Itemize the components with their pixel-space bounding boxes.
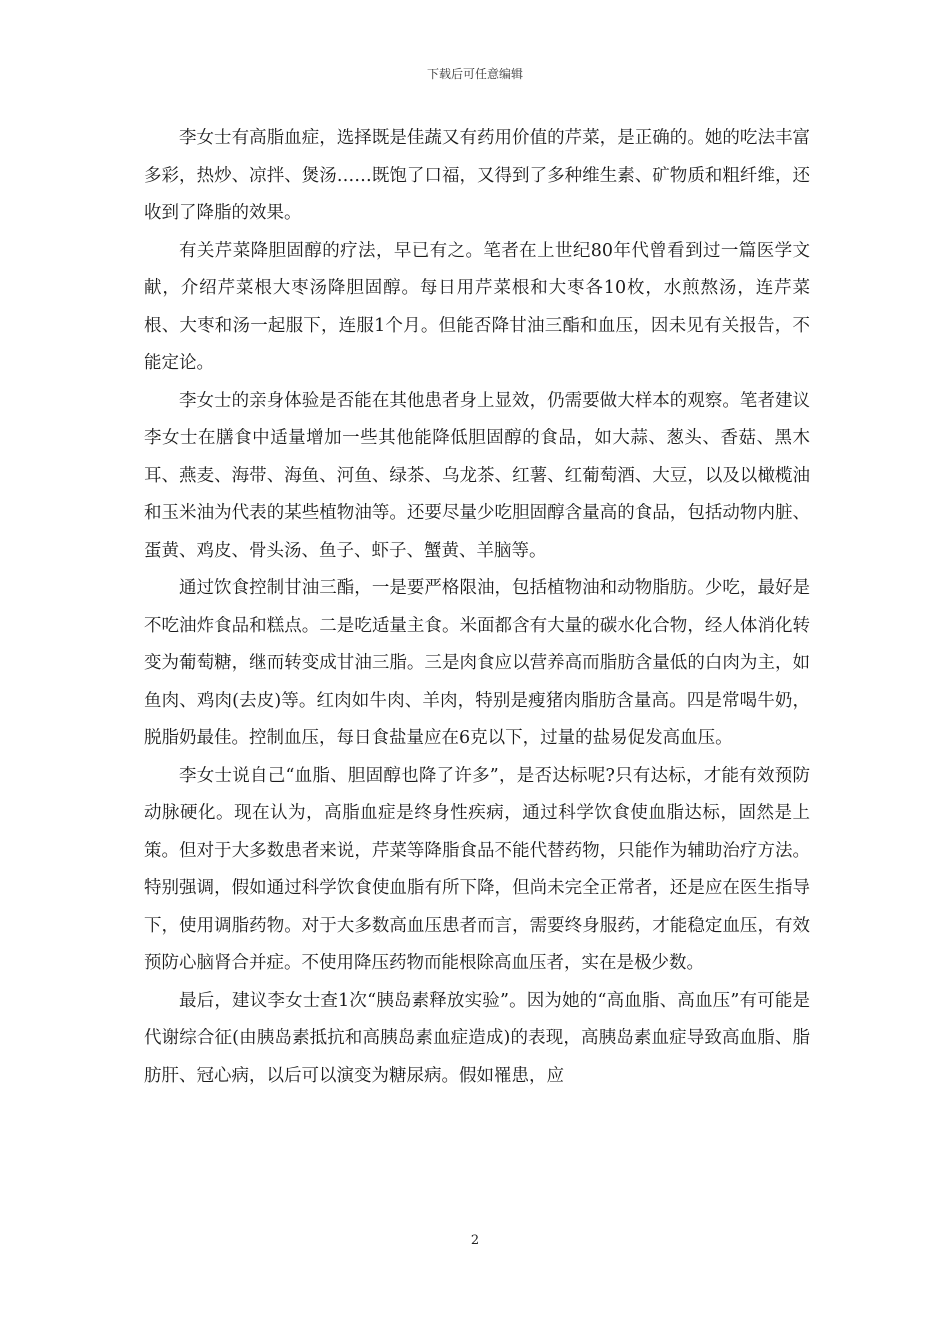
header-note: 下载后可任意编辑: [426, 67, 523, 81]
page-number: 2: [470, 1233, 480, 1248]
paragraph-2: 有关芹菜降胆固醇的疗法，早已有之。笔者在上世纪80年代曾看到过一篇医学文献，介绍芹菜根大枣汤降胆固醇。每日用芹菜根和大枣各10枚，水煎熬汤，连芹菜根、大枣和汤一起服下，连服1个月。但能否降甘油三酯和血压，因未见有关报告，不能定论。: [144, 240, 810, 373]
paragraph-3: 李女士的亲身体验是否能在其他患者身上显效，仍需要做大样本的观察。笔者建议李女士在膳食中适量增加一些其他能降低胆固醇的食品，如大蒜、葱头、香菇、黑木耳、燕麦、海带、海鱼、河鱼、绿茶、乌龙茶、红薯、红葡萄酒、大豆，以及以橄榄油和玉米油为代表的某些植物油等。还要尽量少吃胆固醇含量高的食品，包括动物内脏、蛋黄、鸡皮、骨头汤、鱼子、虾子、蟹黄、羊脑等。: [144, 390, 810, 561]
paragraph-5: 李女士说自己“血脂、胆固醇也降了许多”，是否达标呢?只有达标，才能有效预防动脉硬化。现在认为，高脂血症是终身性疾病，通过科学饮食使血脂达标，固然是上策。但对于大多数患者来说，芹菜等降脂食品不能代替药物，只能作为辅助治疗方法。特别强调，假如通过科学饮食使血脂有所下降，但尚未完全正常者，还是应在医生指导下，使用调脂药物。对于大多数高血压患者而言，需要终身服药，才能稳定血压，有效预防心脑肾合并症。不使用降压药物而能根除高血压者，实在是极少数。: [144, 765, 810, 973]
document-body: [144, 120, 810, 1095]
paragraph-6: 最后，建议李女士查1次“胰岛素释放实验”。因为她的“高血脂、高血压”有可能是代谢综合征(由胰岛素抵抗和高胰岛素血症造成)的表现，高胰岛素血症导致高血脂、脂肪肝、冠心病，以后可以演变为糖尿病。假如罹患，应: [144, 990, 810, 1086]
paragraph-1: 李女士有高脂血症，选择既是佳蔬又有药用价值的芹菜，是正确的。她的吃法丰富多彩，热炒、凉拌、煲汤……既饱了口福，又得到了多种维生素、矿物质和粗纤维，还收到了降脂的效果。: [144, 128, 810, 223]
paragraph-4: 通过饮食控制甘油三酯，一是要严格限油，包括植物油和动物脂肪。少吃，最好是不吃油炸食品和糕点。二是吃适量主食。米面都含有大量的碳水化合物，经人体消化转变为葡萄糖，继而转变成甘油三脂。三是肉食应以营养高而脂肪含量低的白肉为主，如鱼肉、鸡肉(去皮)等。红肉如牛肉、羊肉，特别是瘦猪肉脂肪含量高。四是常喝牛奶，脱脂奶最佳。控制血压，每日食盐量应在6克以下，过量的盐易促发高血压。: [144, 578, 810, 748]
